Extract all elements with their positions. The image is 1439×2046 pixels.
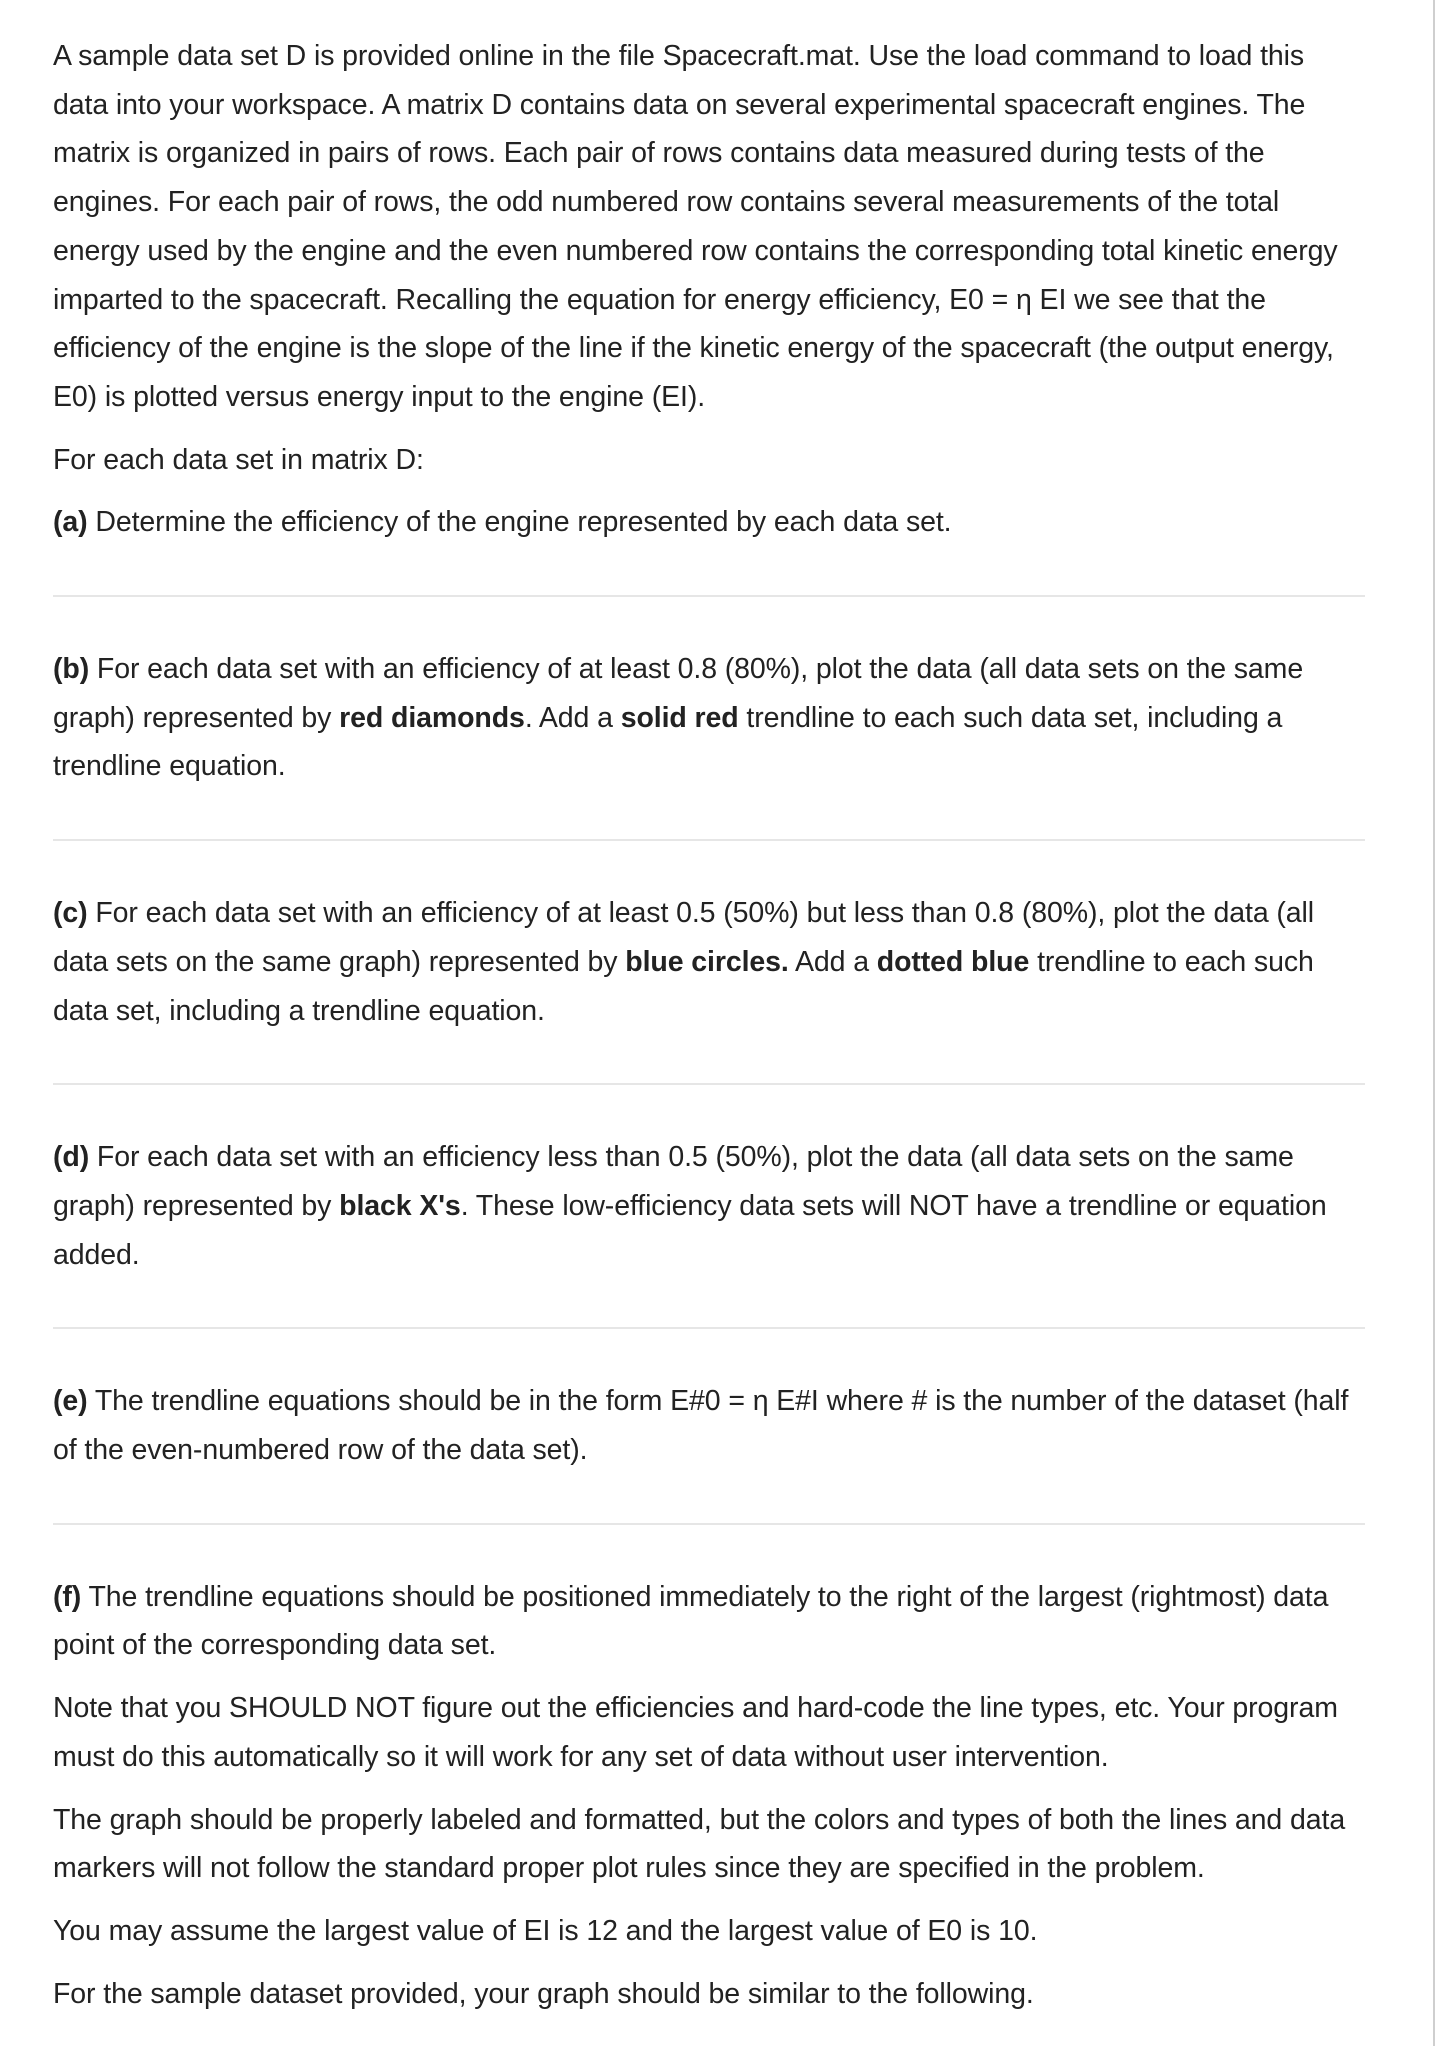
part-d-paragraph: [53, 1133, 1363, 1279]
part-d-bold-1: black X's: [339, 1189, 461, 1222]
part-f-paragraph: [53, 1573, 1363, 1670]
part-f-text: The trendline equations should be positioned immediately to the right of the largest (rightmost) data point of the corresponding data set.: [53, 1580, 1329, 1662]
divider: [53, 839, 1365, 841]
part-c-text-1: For each data set with an efficiency of at least 0.5 (50%) but less than 0.8 (80%), plot the data (all data sets on the same graph) represented by: [53, 897, 1314, 978]
problem-content: [53, 32, 1363, 2018]
part-e-paragraph: [53, 1377, 1363, 1474]
graph-note-paragraph: The graph should be properly labeled and formatted, but the colors and types of both the lines and data markers will not follow the standard proper plot rules since they are specified in the problem.: [53, 1803, 1346, 1885]
sample-paragraph: For the sample dataset provided, your graph should be similar to the following.: [53, 1977, 1034, 2010]
part-d-label: (d): [53, 1141, 90, 1174]
part-c-text-3: trendline to each such data set, including a trendline equation.: [53, 945, 1314, 1027]
part-c-bold-2: dotted blue: [876, 945, 1030, 978]
part-e-text: The trendline equations should be in the form E#0 = η E#I where # is the number of the dataset (half of the even-numbered row of the data set).: [53, 1385, 1349, 1467]
part-a-paragraph: [53, 498, 1363, 547]
part-d-text-2: . These low-efficiency data sets will NOT have a trendline or equation added.: [53, 1189, 1327, 1271]
part-b-bold-1: red diamonds: [339, 701, 525, 734]
part-b-text-3: trendline to each such data set, including a trendline equation.: [53, 701, 1283, 783]
part-c-text-2: Add a: [788, 945, 877, 978]
page-border: [1433, 0, 1435, 2046]
part-b-label: (b): [53, 653, 90, 686]
part-b-paragraph: [53, 645, 1363, 791]
divider: [53, 1523, 1365, 1525]
divider: [53, 1083, 1365, 1085]
part-a-text: Determine the efficiency of the engine represented by each data set.: [87, 506, 952, 539]
part-b-text-1: For each data set with an efficiency of at least 0.8 (80%), plot the data (all data sets on the same graph) represented by: [53, 653, 1304, 734]
divider: [53, 595, 1365, 597]
part-b-text-2: . Add a: [524, 701, 621, 734]
part-a-label: (a): [53, 506, 88, 539]
part-c-paragraph: [53, 889, 1363, 1035]
for-each-paragraph: For each data set in matrix D:: [53, 443, 424, 476]
part-c-label: (c): [53, 897, 88, 930]
part-d-text-1: For each data set with an efficiency less than 0.5 (50%), plot the data (all data sets on the same graph) represented by: [53, 1141, 1294, 1222]
part-c-bold-1: blue circles.: [625, 945, 789, 978]
part-e-label: (e): [53, 1385, 88, 1418]
part-b-bold-2: solid red: [620, 701, 739, 734]
intro-paragraph: A sample data set D is provided online in the file Spacecraft.mat. Use the load command to load this data into your workspace. A matrix D contains data on several experimental spacecraft engines. The matrix is organized in pairs of rows. Each pair of rows contains data measured during tests of the engines. For each pair of rows, the odd numbered row contains several measurements of the total energy used by the engine and the even numbered row contains the corresponding total kinetic energy imparted to the spacecraft. Recalling the equation for energy efficiency, E0 = η EI we see that the efficiency of the engine is the slope of the line if the kinetic energy of the spacecraft (the output energy, E0) is plotted versus energy input to the engine (EI).: [53, 40, 1338, 413]
part-f-label: (f): [53, 1580, 82, 1613]
assume-paragraph: You may assume the largest value of EI is 12 and the largest value of E0 is 10.: [53, 1914, 1038, 1947]
note-paragraph: Note that you SHOULD NOT figure out the efficiencies and hard-code the line types, etc. Your program must do this automatically so it will work for any set of data without user intervention.: [53, 1692, 1338, 1773]
divider: [53, 1327, 1365, 1329]
